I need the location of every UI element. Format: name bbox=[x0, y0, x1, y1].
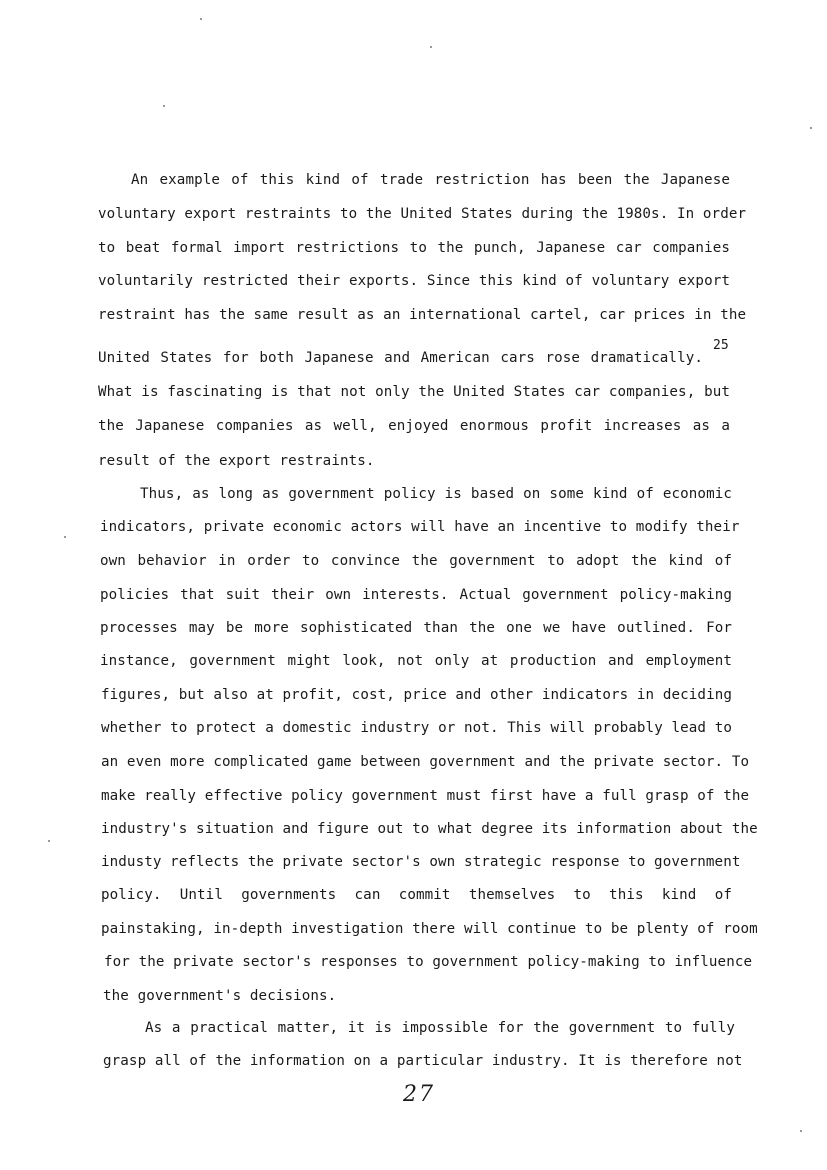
scan-speck bbox=[163, 105, 165, 107]
scan-speck bbox=[64, 536, 66, 538]
scan-speck bbox=[430, 46, 432, 48]
paragraph-2-line-4: policies that suit their own interests. Actual government policy-making bbox=[100, 587, 732, 603]
paragraph-1-line-4: voluntarily restricted their exports. Since this kind of voluntary export bbox=[98, 273, 730, 289]
paragraph-1-line-3: to beat formal import restrictions to the punch, Japanese car companies bbox=[98, 240, 730, 256]
paragraph-2-line-15: for the private sector's responses to government policy-making to influence bbox=[104, 954, 753, 970]
paragraph-1-line-9: result of the export restraints. bbox=[98, 453, 375, 469]
scan-speck bbox=[800, 1130, 802, 1132]
paragraph-3-line-1: As a practical matter, it is impossible for the government to fully bbox=[145, 1020, 735, 1036]
paragraph-2-line-16: the government's decisions. bbox=[103, 988, 337, 1004]
paragraph-1-line-5: restraint has the same result as an international cartel, car prices in the bbox=[98, 307, 747, 323]
paragraph-1-line-6: United States for both Japanese and American cars rose dramatically. bbox=[98, 350, 703, 366]
paragraph-2-line-2: indicators, private economic actors will have an incentive to modify their bbox=[100, 519, 740, 535]
page-number: 27 bbox=[403, 1082, 435, 1107]
scan-speck bbox=[810, 127, 812, 129]
paragraph-2-line-1: Thus, as long as government policy is based on some kind of economic bbox=[140, 486, 732, 502]
paragraph-1-line-8: the Japanese companies as well, enjoyed enormous profit increases as a bbox=[98, 418, 730, 434]
paragraph-2-line-11: industry's situation and figure out to what degree its information about the bbox=[101, 821, 758, 837]
scan-speck bbox=[200, 18, 202, 20]
paragraph-2-line-5: processes may be more sophisticated than the one we have outlined. For bbox=[100, 620, 732, 636]
paragraph-1-line-2: voluntary export restraints to the United States during the 1980s. In order bbox=[98, 206, 747, 222]
paragraph-1-line-7: What is fascinating is that not only the United States car companies, but bbox=[98, 384, 730, 400]
paragraph-2-line-10: make really effective policy government must first have a full grasp of the bbox=[101, 788, 750, 804]
paragraph-2-line-3: own behavior in order to convince the government to adopt the kind of bbox=[100, 553, 732, 569]
paragraph-2-line-6: instance, government might look, not only at production and employment bbox=[100, 653, 732, 669]
paragraph-2-line-9: an even more complicated game between government and the private sector. To bbox=[101, 754, 750, 770]
paragraph-2-line-12: industy reflects the private sector's own strategic response to government bbox=[101, 854, 741, 870]
scan-speck bbox=[48, 840, 50, 842]
footnote-reference: 25 bbox=[713, 338, 729, 353]
paragraph-2-line-14: painstaking, in-depth investigation there will continue to be plenty of room bbox=[101, 921, 758, 937]
paragraph-2-line-13: policy. Until governments can commit themselves to this kind of bbox=[101, 887, 732, 903]
paragraph-2-line-8: whether to protect a domestic industry or not. This will probably lead to bbox=[101, 720, 732, 736]
paragraph-2-line-7: figures, but also at profit, cost, price and other indicators in deciding bbox=[101, 687, 732, 703]
paragraph-1-line-1: An example of this kind of trade restriction has been the Japanese bbox=[131, 172, 730, 188]
paragraph-3-line-2: grasp all of the information on a particular industry. It is therefore not bbox=[103, 1053, 743, 1069]
